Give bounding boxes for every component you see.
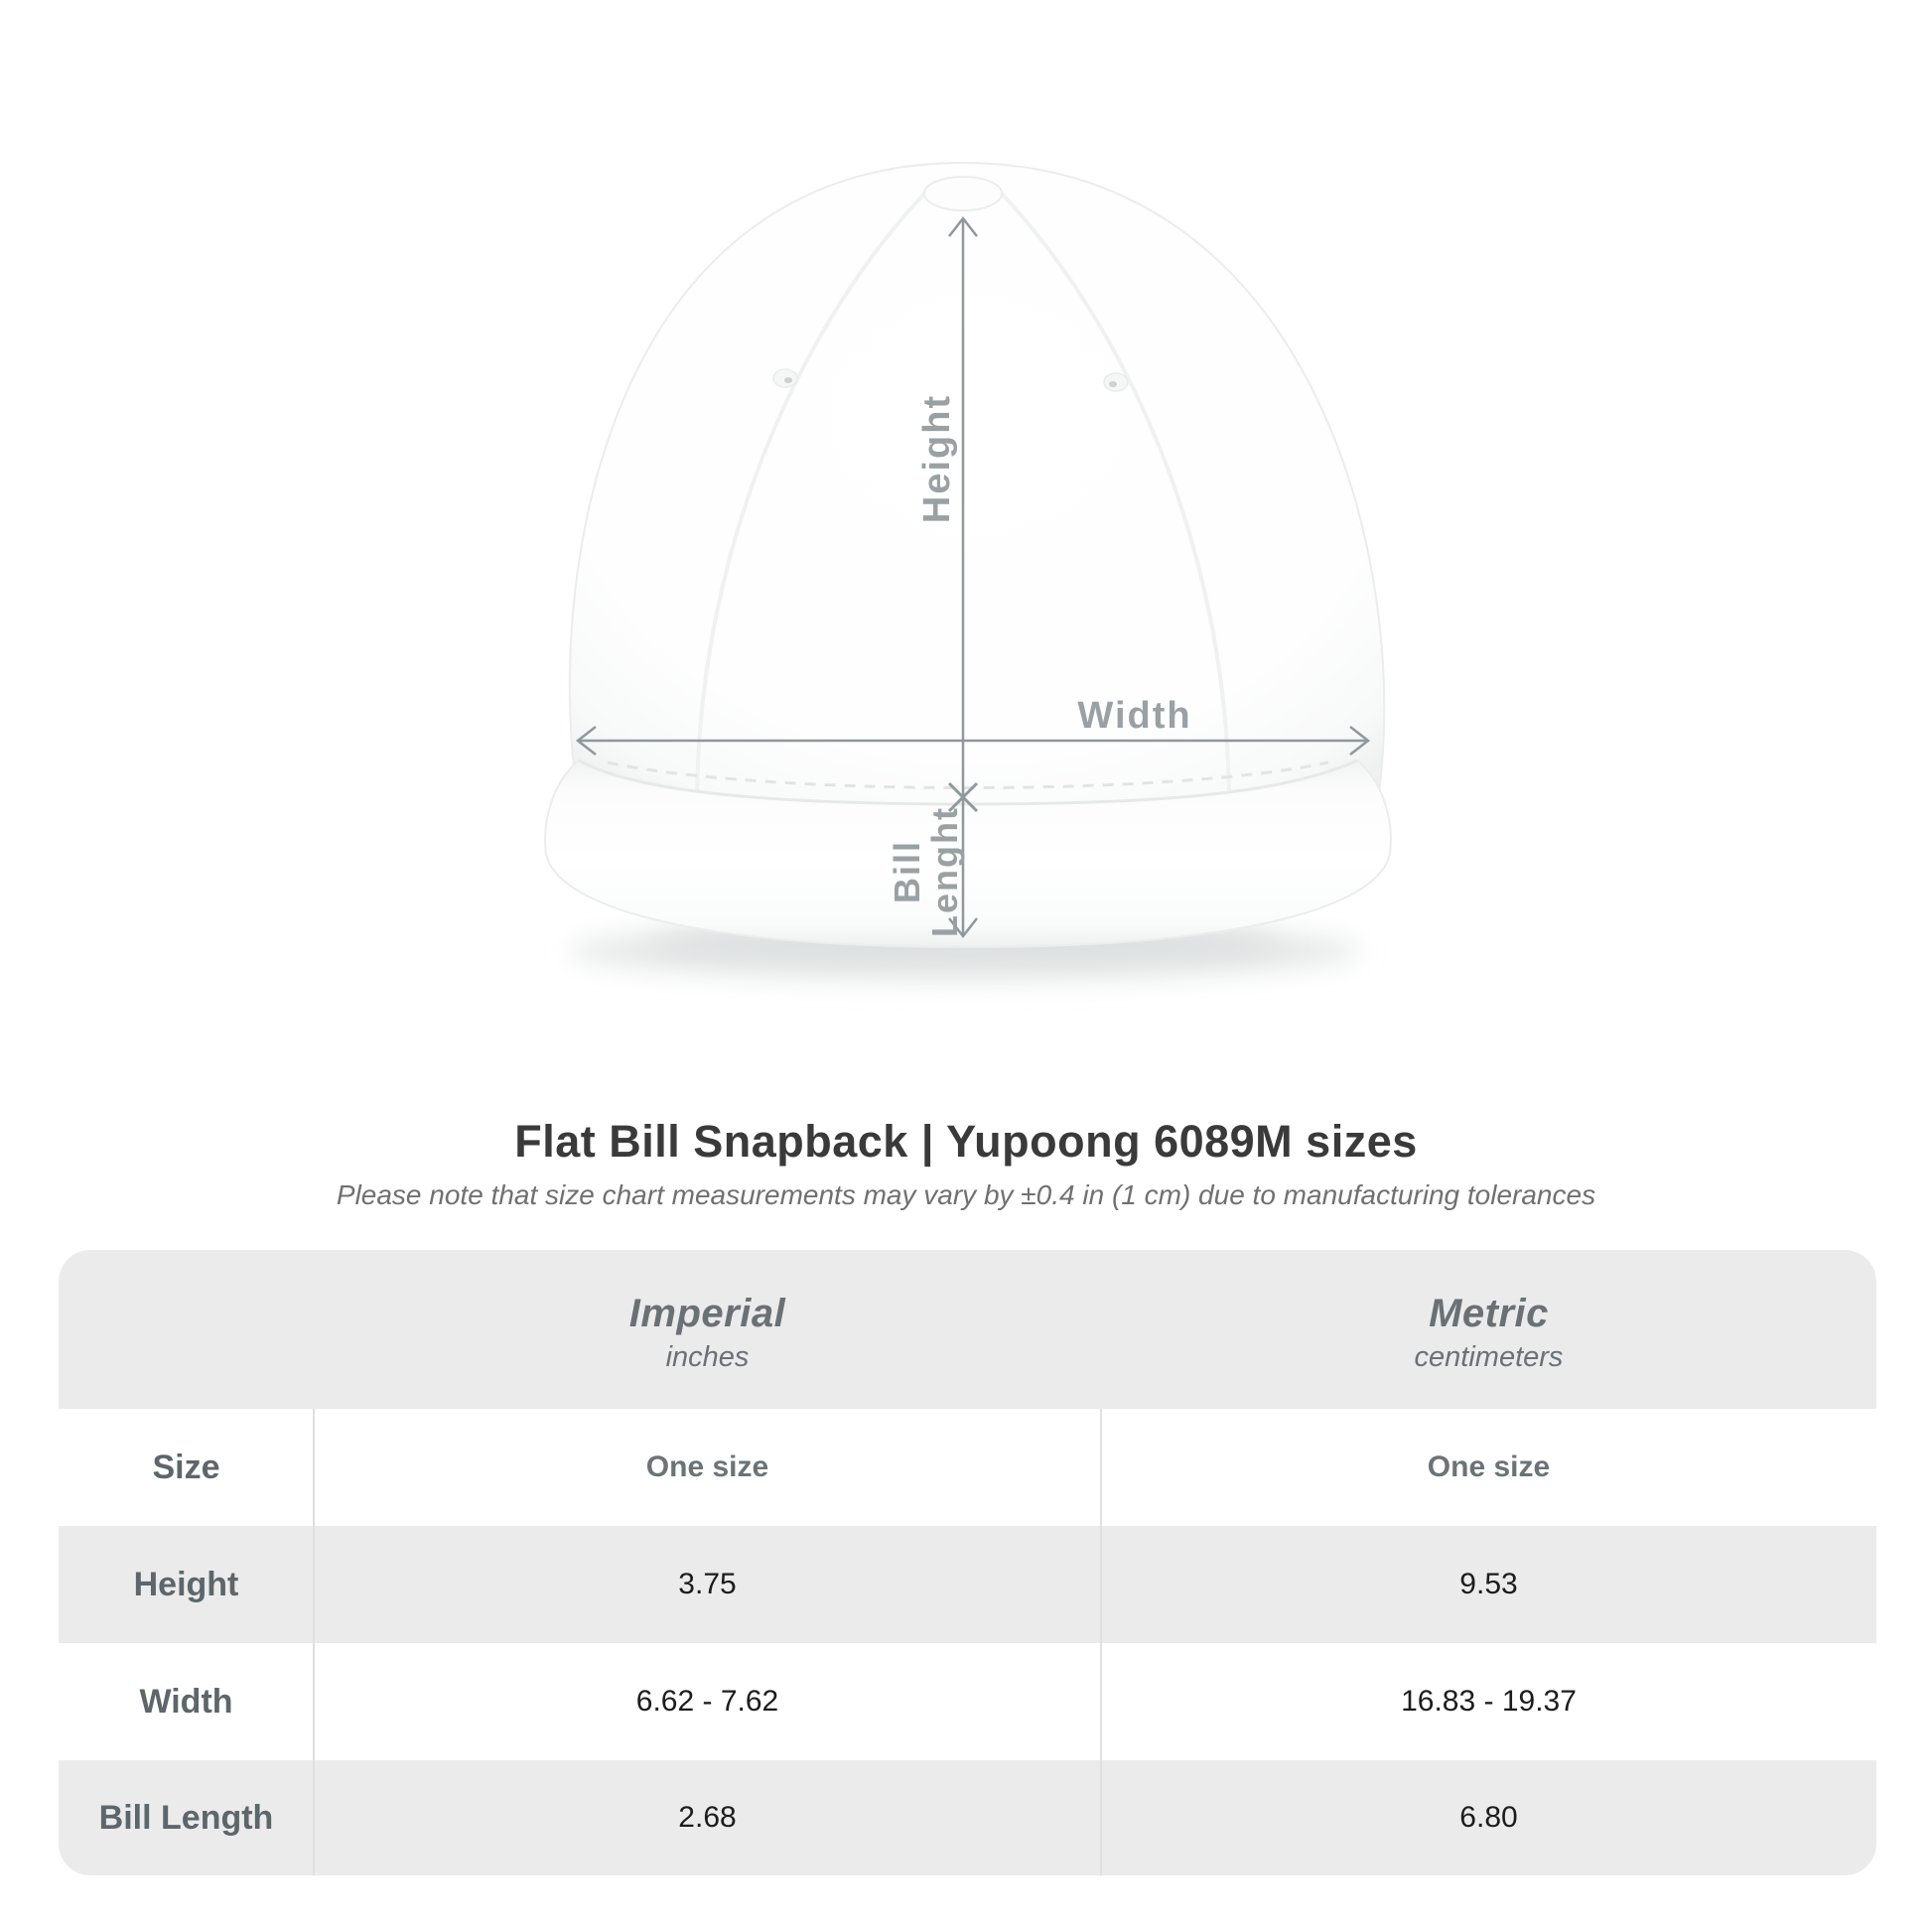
- metric-column-label: Metric: [1429, 1291, 1549, 1335]
- imperial-column-sublabel: inches: [665, 1340, 750, 1373]
- height-imperial-value: 3.75: [678, 1568, 737, 1600]
- imperial-column-label: Imperial: [628, 1291, 786, 1335]
- hat-crown: [570, 163, 1384, 831]
- size-table-body: [59, 1409, 1876, 1875]
- table-row-size: [59, 1409, 1876, 1526]
- bill-length-dimension-label-line1: Bill: [887, 839, 927, 904]
- bill-length-metric-value: 6.80: [1459, 1801, 1518, 1834]
- height-metric-value: 9.53: [1459, 1568, 1518, 1600]
- row-label-height: Height: [133, 1565, 239, 1603]
- width-imperial-value: 6.62 - 7.62: [635, 1685, 779, 1718]
- size-imperial-value: One size: [645, 1450, 769, 1483]
- page-title: Flat Bill Snapback | Yupoong 6089M sizes: [514, 1116, 1418, 1167]
- column-divider-left: [313, 1409, 315, 1875]
- table-row-width: [59, 1643, 1876, 1760]
- row-label-size: Size: [152, 1448, 220, 1486]
- bill-length-imperial-value: 2.68: [678, 1801, 737, 1834]
- width-dimension-label: Width: [1077, 695, 1192, 737]
- header-cell-empty: [59, 1250, 314, 1409]
- tolerance-note: Please note that size chart measurements may vary by ±0.4 in (1 cm) due to manufacturing tolerances: [336, 1179, 1596, 1210]
- bill-length-dimension-label-line2: Lenght: [924, 806, 965, 937]
- width-metric-value: 16.83 - 19.37: [1401, 1685, 1577, 1718]
- hat-top-button: [924, 177, 1002, 210]
- metric-column-sublabel: centimeters: [1414, 1340, 1564, 1373]
- header-cell-metric: [1101, 1250, 1876, 1409]
- size-table-header: [59, 1250, 1876, 1409]
- eyelet-left-icon: [773, 369, 797, 387]
- size-table: [59, 1250, 1876, 1875]
- row-label-bill-length: Bill Length: [98, 1798, 274, 1837]
- column-divider-right: [1100, 1409, 1102, 1875]
- row-label-width: Width: [139, 1682, 233, 1721]
- header-cell-imperial: [314, 1250, 1101, 1409]
- height-dimension-label: Height: [916, 393, 958, 524]
- eyelet-right-icon: [1104, 373, 1128, 391]
- table-row-height: [59, 1526, 1876, 1643]
- size-metric-value: One size: [1427, 1450, 1551, 1483]
- table-row-bill-length: [59, 1760, 1876, 1875]
